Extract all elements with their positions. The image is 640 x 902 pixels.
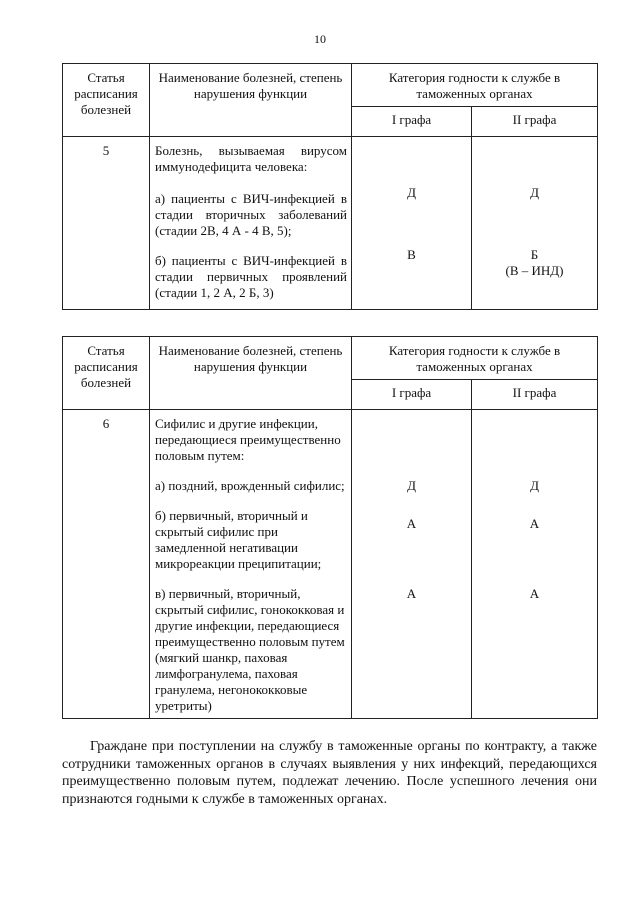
graph-2-values — [472, 137, 598, 310]
value-c-graph-1: А — [406, 586, 417, 601]
table-row — [63, 137, 598, 310]
graph-1-values — [352, 137, 472, 310]
disease-item-a: а) поздний, врожденный сифилис; — [155, 478, 345, 493]
header-disease-name: Наименование болезней, степень нарушения функции — [150, 64, 352, 137]
value-a-graph-1: Д — [407, 185, 416, 200]
value-b-graph-2: Б — [530, 247, 539, 262]
header-category: Категория годности к службе в таможенных органах — [352, 337, 598, 380]
disease-table-article-5 — [62, 63, 598, 310]
disease-description — [150, 137, 352, 310]
footer-paragraph: Граждане при поступлении на службу в таможенные органы по контракту, а также сотрудники таможенных органов в случаях выявления у них инфекций, передающихся преимущественно половым путем, подлежат лечению. После успешного лечения они признаются годными к службе в таможенных органах. — [62, 739, 597, 807]
disease-intro: Болезнь, вызываемая вирусом иммунодефицита человека: — [155, 143, 347, 174]
value-b-graph-1: В — [407, 247, 416, 262]
graph-2-values — [472, 410, 598, 719]
disease-description — [150, 410, 352, 719]
graph-1-values — [352, 410, 472, 719]
value-b-graph-1: А — [406, 516, 417, 531]
disease-item-b: б) пациенты с ВИЧ-инфекцией в стадии первичных проявлений (стадии 1, 2 А, 2 Б, 3) — [155, 253, 347, 300]
disease-item-b: б) первичный, вторичный и скрытый сифилис при замедленной негативации микрореакции преципитации; — [155, 508, 322, 571]
header-disease-name: Наименование болезней, степень нарушения функции — [150, 337, 352, 410]
header-graph-2: II графа — [472, 380, 598, 410]
header-graph-2: II графа — [472, 107, 598, 137]
header-graph-1: I графа — [352, 380, 472, 410]
header-graph-1: I графа — [352, 107, 472, 137]
header-article: Статья расписания болезней — [63, 337, 150, 410]
disease-item-c: в) первичный, вторичный, скрытый сифилис, гонококковая и другие инфекции, передающиеся преимущественно половым путем (мягкий шанкр, паховая лимфогранулема, паховая гранулема, негонококковые уретриты) — [155, 586, 345, 713]
value-a-graph-2: Д — [530, 185, 539, 200]
header-article: Статья расписания болезней — [63, 64, 150, 137]
value-b-graph-2: А — [529, 516, 540, 531]
article-number: 6 — [63, 410, 150, 719]
value-c-graph-2: А — [529, 586, 540, 601]
page-number: 10 — [314, 32, 326, 46]
article-number: 5 — [63, 137, 150, 310]
value-a-graph-2: Д — [530, 478, 539, 493]
value-a-graph-1: Д — [407, 478, 416, 493]
disease-item-a: а) пациенты с ВИЧ-инфекцией в стадии вторичных заболеваний (стадии 2В, 4 А - 4 В, 5); — [155, 191, 347, 238]
table-row — [63, 410, 598, 719]
table-header-row — [63, 64, 598, 107]
value-b-graph-2-note: (В – ИНД) — [505, 263, 564, 278]
disease-intro: Сифилис и другие инфекции, передающиеся преимущественно половым путем: — [155, 416, 341, 463]
header-category: Категория годности к службе в таможенных органах — [352, 64, 598, 107]
table-header-row — [63, 337, 598, 380]
disease-table-article-6 — [62, 336, 598, 719]
